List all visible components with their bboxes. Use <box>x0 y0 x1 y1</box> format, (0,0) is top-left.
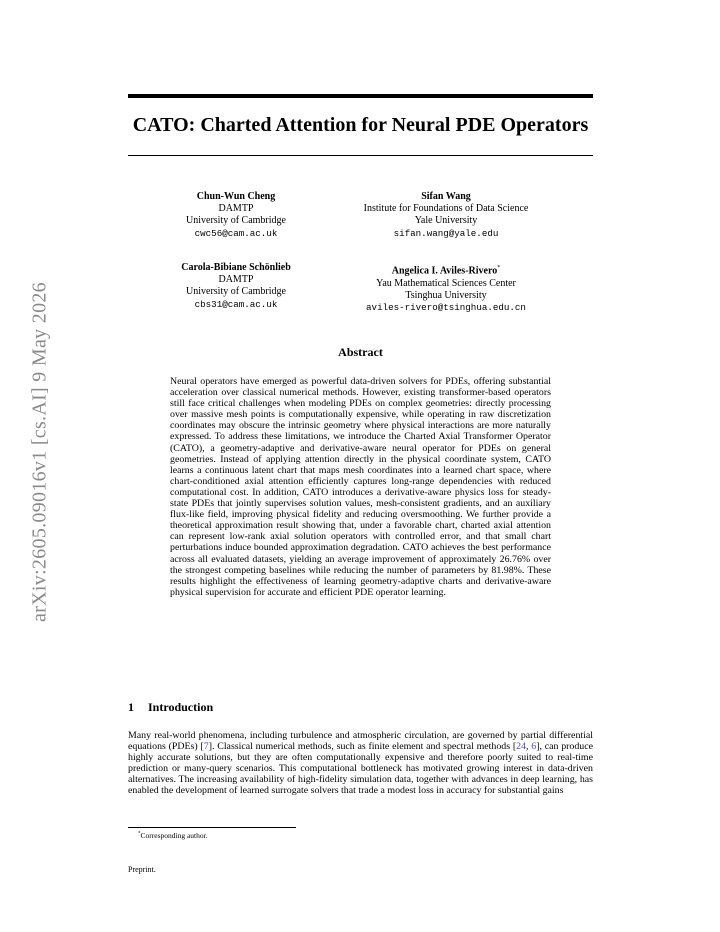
author-block <box>336 262 556 314</box>
author-name: Angelica I. Aviles-Rivero* <box>391 265 501 277</box>
author-affiliation: DAMTP <box>218 274 254 286</box>
arxiv-identifier: arXiv:2605.09016v1 [cs.AI] 9 May 2026 <box>28 282 51 622</box>
paper-title: CATO: Charted Attention for Neural PDE Operators <box>132 114 589 136</box>
author-name: Sifan Wang <box>421 191 471 202</box>
preprint-label: Preprint. <box>128 865 156 874</box>
footnote-marker: * <box>138 831 141 837</box>
section-heading <box>128 700 213 715</box>
title-top-rule <box>128 94 593 98</box>
author-affiliation: Tsinghua University <box>405 289 487 301</box>
section-number: 1 <box>128 700 134 714</box>
author-affiliation: Institute for Foundations of Data Science <box>363 203 529 215</box>
author-email: sifan.wang@yale.edu <box>393 227 499 239</box>
author-affiliation: University of Cambridge <box>186 286 286 298</box>
author-affiliation: DAMTP <box>218 203 254 215</box>
author-block <box>166 262 306 311</box>
footnote <box>138 831 208 840</box>
author-block <box>166 191 306 240</box>
author-affiliation: University of Cambridge <box>186 215 286 227</box>
author-name: Chun-Wun Cheng <box>196 191 276 202</box>
author-affiliation: Yale University <box>414 215 478 227</box>
footnote-text: Corresponding author. <box>140 831 208 840</box>
author-email: aviles-rivero@tsinghua.edu.cn <box>366 301 526 313</box>
citation-link[interactable]: 6 <box>531 741 537 753</box>
author-name: Carola-Bibiane Schönlieb <box>181 262 291 273</box>
introduction-paragraph: Many real-world phenomena, including turbulence and atmospheric circulation, are governed by partial differential equations (PDEs) [7]. Classical numerical methods, such as finite element and spectral methods [24, 6], can produce highly accurate solutions, but they are often computationally expensive and therefore poorly suited to real-time prediction or many-query scenarios. This computational bottleneck has motivated growing interest in data-driven alternatives. The increasing availability of high-fidelity simulation data, together with advances in deep learning, has enabled the development of learned surrogate solvers that trade a modest loss in accuracy for substantial gains <box>128 730 594 797</box>
citation-link[interactable]: 24 <box>516 741 527 753</box>
abstract-heading: Abstract <box>338 345 383 359</box>
section-title: Introduction <box>148 700 214 714</box>
footnote-rule <box>128 827 296 828</box>
corresponding-marker: * <box>497 265 501 271</box>
title-bottom-rule <box>128 155 593 156</box>
author-affiliation: Yau Mathematical Sciences Center <box>376 277 516 289</box>
author-email: cbs31@cam.ac.uk <box>194 298 278 310</box>
abstract-text: Neural operators have emerged as powerful data-driven solvers for PDEs, offering substantial acceleration over classical numerical methods. However, existing transformer-based operators still face critical challenges when modeling PDEs on complex geometries: directly processing over massive mesh points is computationally expensive, while operating in raw discretization coordinates may obscure the intrinsic geometry where physical interactions are more naturally expressed. To address these limitations, we introduce the Charted Axial Transformer Operator (CATO), a geometry-adaptive and derivative-aware neural operator for PDEs on general geometries. Instead of applying attention directly in the physical coordinate system, CATO learns a continuous latent chart that maps mesh coordinates into a learned chart space, where chart-conditioned axial attention efficiently captures long-range dependencies with reduced computational cost. In addition, CATO introduces a derivative-aware physics loss for steady-state PDEs that jointly supervises solution values, mesh-consistent gradients, and an auxiliary flux-like field, improving physical fidelity and reducing oversmoothing. We further provide a theoretical approximation result showing that, under a favorable chart, charted axial attention can represent low-rank axial solution operators with controlled error, and that small chart perturbations induce bounded approximation degradation. CATO achieves the best performance across all evaluated datasets, yielding an average improvement of approximately 26.76% over the strongest competing baselines while reducing the number of parameters by 81.98%. These results highlight the effectiveness of learning geometry-adaptive charts and derivative-aware physical supervision for accurate and efficient PDE operator learning. <box>170 376 551 598</box>
author-block <box>336 191 556 240</box>
author-email: cwc56@cam.ac.uk <box>194 227 278 239</box>
citation-link[interactable]: 7 <box>203 741 209 753</box>
